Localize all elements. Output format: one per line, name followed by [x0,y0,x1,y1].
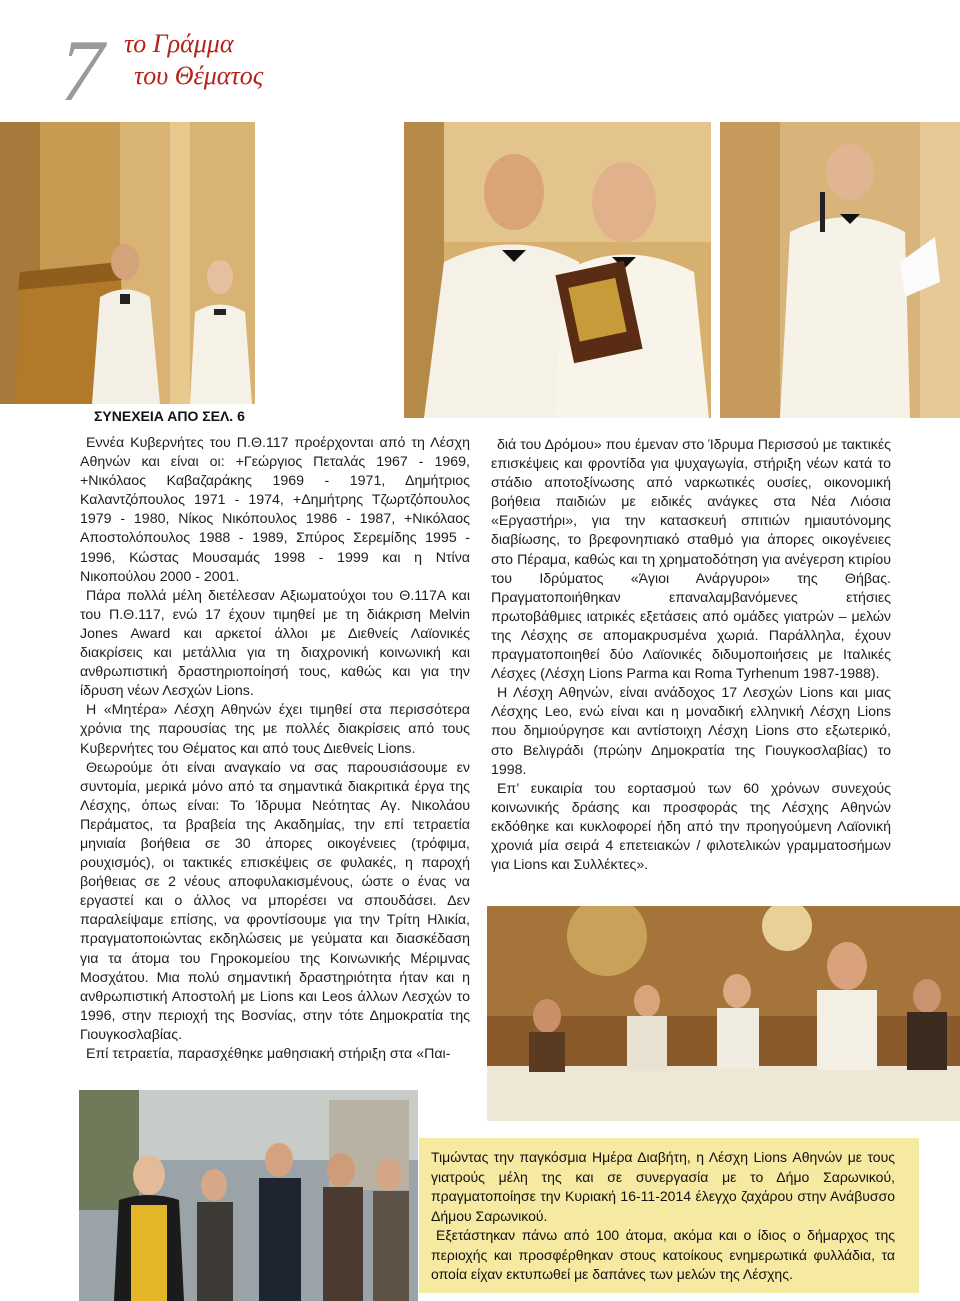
caption-paragraph: Τιμώντας την παγκόσμια Ημέρα Διαβήτη, η Λέσχη Lions Αθηνών με τους γιατρούς μέλη της και σε συνεργασία με το Δήμο Σαρωνικού, πραγματοποίησε την Κυριακή 16-11-2014 έλεγχο ζαχάρου στην Ανάβυσσο Δήμου Σαρωνικού. [431,1149,895,1224]
photo-award-presentation [404,122,711,418]
photo-speaker-at-podium [0,122,255,404]
section-title-line2: του Θέματος [134,61,264,90]
left-paragraph: Θεωρούμε ότι είναι αναγκαίο να σας παρουσιάσουμε εν συντομία, μερικά μόνο από τα σημαντικά διακριτικά έργα της Λέσχης, όπως είναι: Το Ίδρυμα Νεότητας Αγ. Νικολάου Περάματος, τα βραβεία της Ακαδημίας, την επί τετραετία μηνιαία βοήθεια σε 30 άπορες οικογένειες (τρόφιμα, ρουχισμός), οι τακτικές επισκέψεις σε φυλακές, η παροχή βοήθειας σε 2 νέους αποφυλακισμένους, ώστε ο ένας να εργαστεί και ο άλλος να μπορέσει να σπουδάσει. Δεν παραλείψαμε επίσης, να φροντίσουμε για την Τρίτη Ηλικία, πραγματοποιώντας εκδηλώσεις με γεύματα και διασκέδαση για τα άτομα του Γηροκομείου της Κοινωνικής Μέριμνας Μοσχάτου. Μια πολύ σημαντική δραστηριότητα ήταν και η ανθρωπιστική Αποστολή με Lions και Leos άλλων Λεσχών το 1996, στην περιοχή της Βοσνίας, στην τότε Δημοκρατία της Γιουγκοσλαβίας. [80,759,470,1043]
right-paragraph: Η Λέσχη Αθηνών, είναι ανάδοχος 17 Λεσχών Lions και μιας Λέσχης Leo, ενώ είναι και η μοναδική ελληνική Λέσχη Lions που δημιούργησε και αντίστοιχη Λέσχη Lions στο εξωτερικό, στο Βελιγράδι (πρώην Δημοκρατία της Γιουγκοσλαβίας) το 1998. [491,685,891,778]
left-paragraph: Η «Μητέρα» Λέσχη Αθηνών έχει τιμηθεί στα περισσότερα χρόνια της παρουσίας της με πολλές διακρίσεις από τους Κυβερνήτες του Θέματος και από τους Διεθνείς Lions. [80,702,470,757]
right-paragraph: διά του Δρόμου» που έμεναν στο Ίδρυμα Περισσού με τακτικές επισκέψεις και φροντίδα για ψυχαγωγία, στήριξη νέων κατά το στάδιο αποτοξίνωσης από ναρκωτικές ουσίες, οικονομική βοήθεια παιδιών με ειδικές ανάγκες στα Νέα Λιόσια «Εργαστήρι», για την κατασκευή σπιτιών ημιαυτόνομης διαβίωσης, το βρεφονηπιακό σταθμό για άπορες οικογένειες στο Πέραμα, καθώς και τη χρηματοδότηση για ανέγερση κτιρίου του Ιδρύματος «Άγιοι Ανάργυροι» της Θήβας. Πραγματοποιήθηκαν επαναλαμβανόμενες ετήσιες πρωτοβάθμιες ιατρικές εξετάσεις από ομάδες γιατρών – μελών της Λέσχης σε απομακρυσμένα χωριά. Παράλληλα, έχουν πραγματοποιηθεί δύο Λαϊονικές διδυμοποιήσεις με Ιταλικές Λέσχες (Λέσχη Lions Parma και Roma Tyrhenum 1987-1988). [491,437,891,683]
page-number: 7 [60,23,100,120]
left-paragraph: Πάρα πολλά μέλη διετέλεσαν Αξιωματούχοι του Θ.117Α και του Π.Θ.117, ενώ 17 έχουν τιμηθεί με τη διάκριση Melvin Jones Award και αρκετοί άλλοι με Διεθνείς Λαϊονικές διακρίσεις και μετάλλια για τη διαχρονική κοινωνική και ανθρωπιστική δραστηριοποίησή τους, καθώς και για την ίδρυση νέων Λεσχών Lions. [80,587,470,700]
right-paragraph: Επ’ ευκαιρία του εορτασμού των 60 χρόνων συνεχούς κοινωνικής δράσης και προσφοράς της Λέσχης Αθηνών εκδόθηκε και κυκλοφορεί ήδη από την προηγούμενη Λαϊονική χρονιά μία σειρά 4 επετειακών / φιλοτελικών γραμματοσήμων για Lions και Συλλέκτες». [491,780,891,874]
caption-paragraph: Εξετάστηκαν πάνω από 100 άτομα, ακόμα και ο ίδιος ο δήμαρχος της περιοχής και προσφέρθηκαν στους κατοίκους ενημερωτικά φυλλάδια, τα οποία είχαν εκτυπωθεί με δαπάνες των μελών της Λέσχης. [431,1227,895,1282]
photo-dinner-gathering [487,906,960,1121]
section-title-line1: το Γράμμα [124,29,234,58]
photo-diabetes-screening [79,1090,418,1301]
left-text-column [80,434,470,1064]
photo-speaker-with-microphone [720,122,960,418]
continued-label: ΣΥΝΕΧΕΙΑ ΑΠΟ ΣΕΛ. 6 [94,408,245,424]
left-paragraph: Εννέα Κυβερνήτες του Π.Θ.117 προέρχονται από τη Λέσχη Αθηνών και είναι οι: +Γεώργιος Πεταλάς 1967 - 1969, +Νικόλαος Καβαζαράκης 1969 - 1971, Δημήτριος Καλαντζόπουλος 1971 - 1974, +Δημήτρης Τζωρτζόπουλος 1979 - 1980, Νίκος Νικόπουλος 1986 - 1987, +Νικόλαος Αποστολόπουλος 1988 - 1989, Σπύρος Σερεμίδης 1995 - 1996, Κώστας Μουσαμάς 1998 - 1999 και η Ντίνα Νικοπούλου 2000 - 2001. [80,435,470,585]
photo-caption-box [419,1138,919,1293]
left-paragraph: Επί τετραετία, παρασχέθηκε μαθησιακή στήριξη στα «Παι- [86,1046,451,1062]
right-text-column [491,436,891,875]
